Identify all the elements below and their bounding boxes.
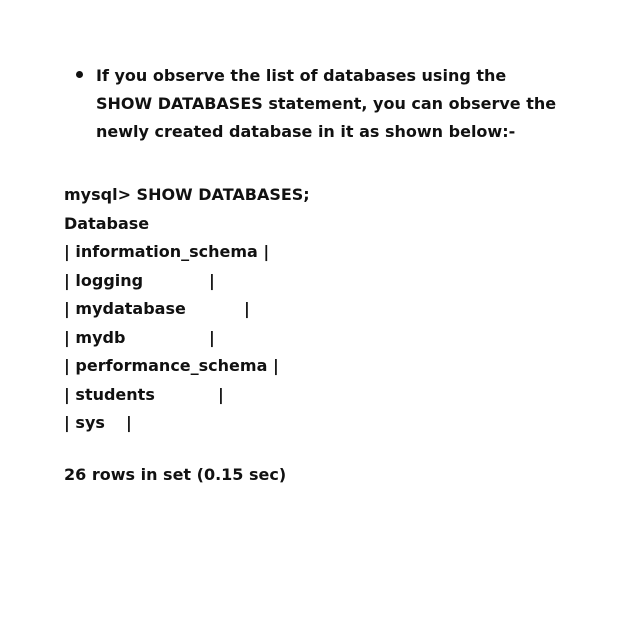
row-right-pipe: | <box>209 327 215 347</box>
row-right-pipe: | <box>218 384 224 404</box>
row-left: | performance_schema | <box>64 356 279 375</box>
row-left: | mydb <box>64 327 126 347</box>
table-row <box>64 267 310 296</box>
row-right-pipe: | <box>209 270 215 290</box>
bullet-line-1: If you observe the list of databases using the <box>96 66 507 85</box>
table-row <box>64 324 310 353</box>
table-row <box>64 295 310 324</box>
row-left: | mydatabase <box>64 299 186 318</box>
result-summary: 26 rows in set (0.15 sec) <box>64 465 287 484</box>
bullet-line-2: SHOW DATABASES statement, you can observe the <box>96 94 557 113</box>
row-left: | information_schema | <box>64 242 270 261</box>
row-right-pipe: | <box>126 413 132 432</box>
column-header: Database <box>64 213 150 233</box>
table-row <box>64 352 310 381</box>
sql-command: mysql> SHOW DATABASES; <box>64 185 310 204</box>
bullet-point-icon <box>76 71 83 78</box>
table-row <box>64 381 310 410</box>
row-left: | students <box>64 384 155 404</box>
table-row <box>64 409 310 438</box>
row-right-pipe: | <box>244 299 250 318</box>
bullet-line-3: newly created database in it as shown below:- <box>96 122 516 141</box>
row-left: | logging <box>64 270 144 290</box>
table-row <box>64 238 310 267</box>
row-left: | sys <box>64 413 105 432</box>
bullet-text <box>96 62 616 146</box>
sql-output-block <box>64 181 310 438</box>
